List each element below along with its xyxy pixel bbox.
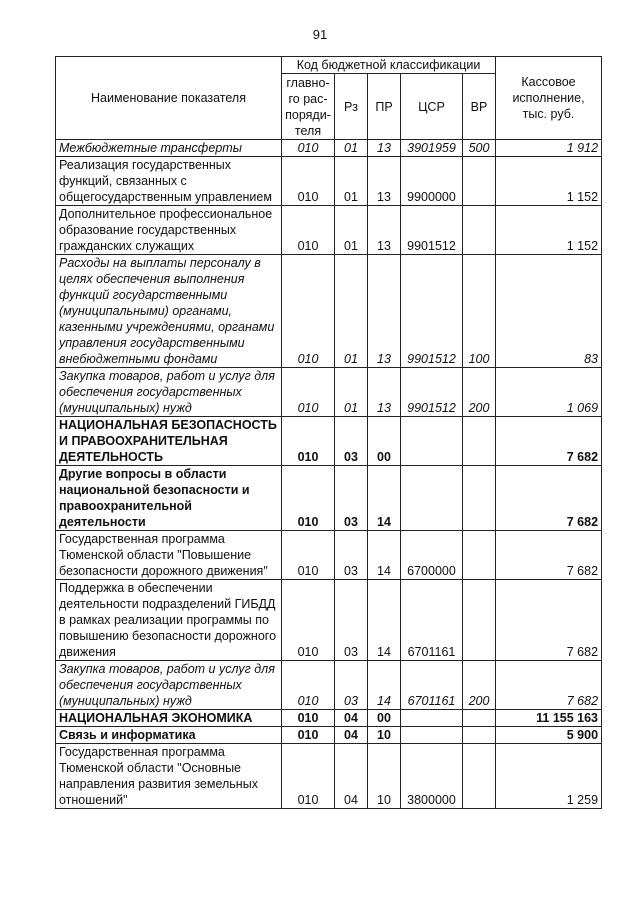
table-row [56, 661, 602, 710]
row-glavny: 010 [282, 710, 335, 727]
row-glavny: 010 [282, 661, 335, 710]
header-csr: ЦСР [401, 74, 463, 140]
header-pr: ПР [368, 74, 401, 140]
row-value: 7 682 [496, 466, 602, 531]
header-name: Наименование показателя [56, 57, 282, 140]
row-vr [463, 580, 496, 661]
row-name: Расходы на выплаты персоналу в целях обеспечения выполнения функций государственными (муниципальными) органами, казенными учреждениями, органами управления государственными внебюджетными фондами [56, 255, 282, 368]
row-value: 1 259 [496, 744, 602, 809]
row-glavny: 010 [282, 531, 335, 580]
row-name: Реализация государственных функций, связанных с общегосударственным управлением [56, 157, 282, 206]
row-pr: 00 [368, 710, 401, 727]
row-value: 5 900 [496, 727, 602, 744]
row-glavny: 010 [282, 255, 335, 368]
row-pr: 10 [368, 744, 401, 809]
row-vr: 100 [463, 255, 496, 368]
row-glavny: 010 [282, 140, 335, 157]
row-csr: 6701161 [401, 661, 463, 710]
row-pr: 13 [368, 157, 401, 206]
row-value: 7 682 [496, 417, 602, 466]
row-rz: 03 [335, 531, 368, 580]
row-pr: 14 [368, 580, 401, 661]
table-row [56, 710, 602, 727]
header-code-group: Код бюджетной классификации [282, 57, 496, 74]
row-vr [463, 157, 496, 206]
table-row [56, 466, 602, 531]
row-csr: 9901512 [401, 255, 463, 368]
row-value: 1 152 [496, 206, 602, 255]
row-name: Закупка товаров, работ и услуг для обеспечения государственных (муниципальных) нужд [56, 368, 282, 417]
row-pr: 14 [368, 661, 401, 710]
row-vr [463, 727, 496, 744]
row-name: Другие вопросы в области национальной безопасности и правоохранительной деятельности [56, 466, 282, 531]
table-row [56, 744, 602, 809]
row-csr [401, 417, 463, 466]
row-csr: 3901959 [401, 140, 463, 157]
row-pr: 13 [368, 368, 401, 417]
row-vr: 200 [463, 661, 496, 710]
row-vr: 200 [463, 368, 496, 417]
table-row [56, 140, 602, 157]
row-name: Закупка товаров, работ и услуг для обеспечения государственных (муниципальных) нужд [56, 661, 282, 710]
row-value: 7 682 [496, 580, 602, 661]
row-csr: 9900000 [401, 157, 463, 206]
row-vr [463, 531, 496, 580]
row-rz: 04 [335, 744, 368, 809]
row-rz: 01 [335, 157, 368, 206]
header-kass: Кассовое исполнение, тыс. руб. [496, 57, 602, 140]
table-row [56, 727, 602, 744]
header-glavny: главно-го рас-поряди-теля [282, 74, 335, 140]
row-csr [401, 727, 463, 744]
row-name: Дополнительное профессиональное образование государственных гражданских служащих [56, 206, 282, 255]
row-pr: 13 [368, 255, 401, 368]
row-glavny: 010 [282, 368, 335, 417]
table-row [56, 531, 602, 580]
row-vr [463, 206, 496, 255]
row-csr: 6700000 [401, 531, 463, 580]
row-name: НАЦИОНАЛЬНАЯ БЕЗОПАСНОСТЬ И ПРАВООХРАНИТЕЛЬНАЯ ДЕЯТЕЛЬНОСТЬ [56, 417, 282, 466]
row-glavny: 010 [282, 727, 335, 744]
header-vr: ВР [463, 74, 496, 140]
table-row [56, 580, 602, 661]
row-csr [401, 466, 463, 531]
row-glavny: 010 [282, 206, 335, 255]
row-csr: 9901512 [401, 206, 463, 255]
row-name: Поддержка в обеспечении деятельности подразделений ГИБДД в рамках реализации программы по повышению безопасности дорожного движения [56, 580, 282, 661]
row-value: 1 069 [496, 368, 602, 417]
row-vr [463, 466, 496, 531]
row-glavny: 010 [282, 157, 335, 206]
row-pr: 13 [368, 206, 401, 255]
row-csr: 9901512 [401, 368, 463, 417]
row-name: Межбюджетные трансферты [56, 140, 282, 157]
row-rz: 01 [335, 368, 368, 417]
row-value: 11 155 163 [496, 710, 602, 727]
row-rz: 04 [335, 710, 368, 727]
row-glavny: 010 [282, 417, 335, 466]
row-glavny: 010 [282, 466, 335, 531]
row-value: 1 152 [496, 157, 602, 206]
row-rz: 03 [335, 466, 368, 531]
row-vr: 500 [463, 140, 496, 157]
row-pr: 14 [368, 531, 401, 580]
row-vr [463, 710, 496, 727]
row-rz: 03 [335, 417, 368, 466]
row-value: 1 912 [496, 140, 602, 157]
row-csr: 6701161 [401, 580, 463, 661]
row-pr: 14 [368, 466, 401, 531]
table-row [56, 255, 602, 368]
budget-table [55, 56, 602, 809]
row-csr: 3800000 [401, 744, 463, 809]
row-pr: 10 [368, 727, 401, 744]
row-name: Государственная программа Тюменской области "Основные направления развития земельных отношений" [56, 744, 282, 809]
row-glavny: 010 [282, 580, 335, 661]
table-body [56, 140, 602, 809]
row-rz: 01 [335, 206, 368, 255]
row-csr [401, 710, 463, 727]
row-name: Государственная программа Тюменской области "Повышение безопасности дорожного движения" [56, 531, 282, 580]
row-vr [463, 417, 496, 466]
row-glavny: 010 [282, 744, 335, 809]
header-rz: Рз [335, 74, 368, 140]
row-pr: 13 [368, 140, 401, 157]
row-value: 7 682 [496, 531, 602, 580]
row-rz: 03 [335, 661, 368, 710]
row-rz: 01 [335, 255, 368, 368]
row-value: 7 682 [496, 661, 602, 710]
table-row [56, 368, 602, 417]
row-name: Связь и информатика [56, 727, 282, 744]
table-row [56, 417, 602, 466]
row-rz: 04 [335, 727, 368, 744]
table-row [56, 206, 602, 255]
row-value: 83 [496, 255, 602, 368]
row-vr [463, 744, 496, 809]
row-rz: 01 [335, 140, 368, 157]
row-name: НАЦИОНАЛЬНАЯ ЭКОНОМИКА [56, 710, 282, 727]
row-pr: 00 [368, 417, 401, 466]
row-rz: 03 [335, 580, 368, 661]
page-number: 91 [312, 27, 328, 42]
table-row [56, 157, 602, 206]
